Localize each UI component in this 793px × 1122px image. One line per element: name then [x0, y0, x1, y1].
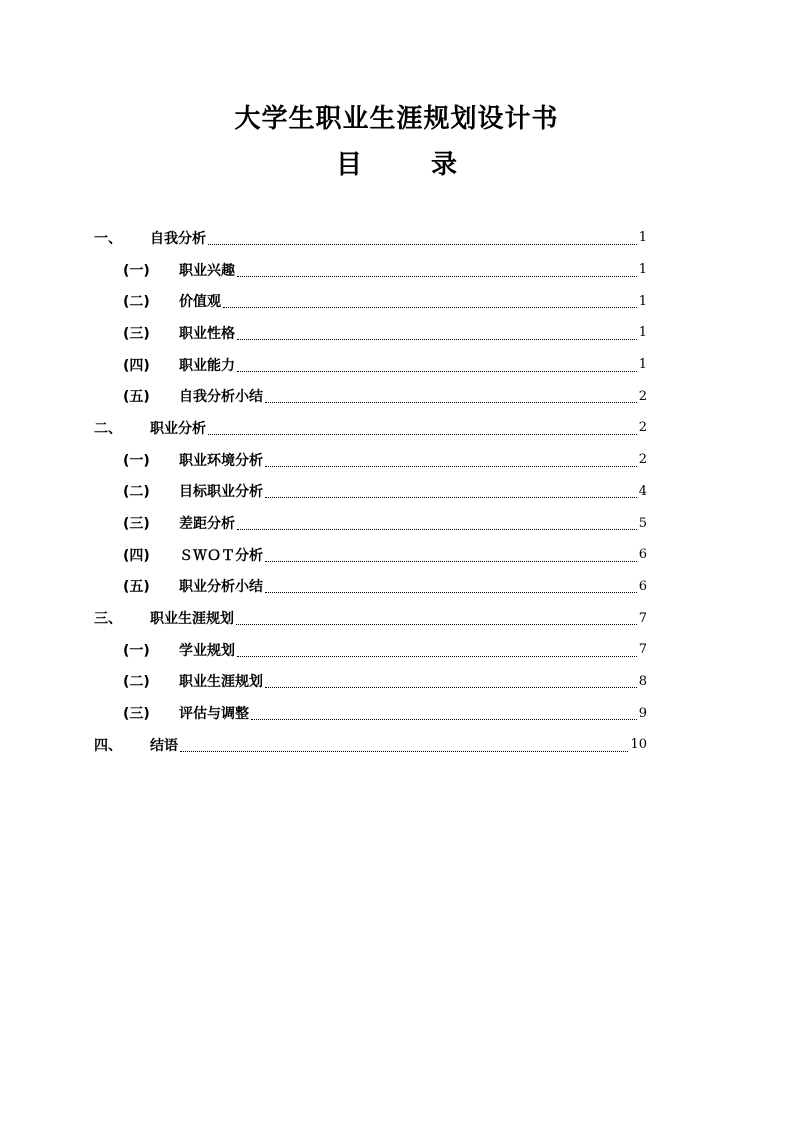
toc-entry[interactable] — [94, 412, 647, 444]
toc-dot-leader — [237, 528, 637, 530]
toc-entry-label: 职业生涯规划 — [150, 611, 234, 628]
toc-entry[interactable] — [94, 602, 647, 634]
toc-entry-label: 自我分析 — [150, 230, 206, 247]
toc-entry-label: 目标职业分析 — [179, 484, 263, 501]
toc-dot-leader — [223, 306, 637, 308]
toc-entry-page-number: 1 — [638, 230, 647, 246]
toc-entry-number: (三) — [123, 706, 150, 723]
toc-entry-number: (二) — [123, 294, 150, 311]
toc-dot-leader — [265, 591, 637, 593]
toc-entry-number: (五) — [123, 389, 150, 406]
toc-entry-page-number: 5 — [638, 515, 647, 531]
toc-entry-page-number: 1 — [638, 357, 647, 373]
toc-entry[interactable] — [94, 539, 647, 571]
toc-entry-number: 四、 — [94, 737, 122, 754]
toc-entry[interactable] — [94, 666, 647, 698]
toc-entry[interactable] — [94, 254, 647, 286]
toc-entry-number: 三、 — [94, 611, 122, 628]
toc-entry-number: (一) — [123, 452, 150, 469]
toc-entry-label: 职业生涯规划 — [179, 674, 263, 691]
toc-entry[interactable] — [94, 571, 647, 603]
toc-entry-label: 自我分析小结 — [179, 389, 263, 406]
toc-entry-number: 一、 — [94, 230, 122, 247]
toc-entry[interactable] — [94, 507, 647, 539]
toc-dot-leader — [237, 275, 637, 277]
table-of-contents — [94, 222, 647, 761]
toc-entry-number: (一) — [123, 262, 150, 279]
toc-entry[interactable] — [94, 697, 647, 729]
toc-dot-leader — [265, 496, 637, 498]
toc-dot-leader — [208, 243, 637, 245]
toc-entry-label: 结语 — [150, 737, 178, 754]
toc-entry-label: 职业兴趣 — [179, 262, 235, 279]
toc-entry-page-number: 6 — [638, 547, 647, 563]
toc-heading: 目 录 — [335, 150, 488, 180]
toc-entry[interactable] — [94, 222, 647, 254]
toc-entry-label: 评估与调整 — [179, 706, 249, 723]
toc-entry-page-number: 1 — [638, 325, 647, 341]
toc-entry-number: 二、 — [94, 420, 122, 437]
toc-entry-number: (二) — [123, 484, 150, 501]
toc-entry-page-number: 8 — [638, 673, 647, 689]
toc-entry-page-number: 4 — [638, 483, 647, 499]
toc-entry-page-number: 10 — [630, 737, 647, 753]
toc-entry-number: (三) — [123, 516, 150, 533]
toc-entry-number: (一) — [123, 642, 150, 659]
toc-entry-page-number: 2 — [638, 452, 647, 468]
toc-dot-leader — [237, 338, 637, 340]
toc-dot-leader — [237, 655, 637, 657]
toc-entry-page-number: 1 — [638, 262, 647, 278]
toc-entry-label: 职业性格 — [179, 325, 235, 342]
toc-entry-label: 差距分析 — [179, 516, 235, 533]
toc-entry-number: (二) — [123, 674, 150, 691]
toc-dot-leader — [265, 686, 637, 688]
toc-entry-number: (四) — [123, 357, 150, 374]
toc-entry-label: 职业环境分析 — [179, 452, 263, 469]
toc-entry-number: (五) — [123, 579, 150, 596]
toc-entry-page-number: 1 — [638, 293, 647, 309]
document-title: 大学生职业生涯规划设计书 — [234, 104, 559, 134]
toc-dot-leader — [265, 560, 637, 562]
toc-entry[interactable] — [94, 380, 647, 412]
toc-entry-label: 职业分析 — [150, 420, 206, 437]
toc-entry-number: (四) — [123, 547, 150, 564]
toc-entry-label: 学业规划 — [179, 642, 235, 659]
toc-entry-number: (三) — [123, 325, 150, 342]
toc-entry[interactable] — [94, 317, 647, 349]
toc-dot-leader — [265, 465, 637, 467]
toc-entry[interactable] — [94, 349, 647, 381]
toc-dot-leader — [265, 401, 637, 403]
toc-entry-label: 职业能力 — [179, 357, 235, 374]
toc-entry-label: ＳＷＯＴ分析 — [179, 547, 263, 564]
toc-dot-leader — [208, 433, 637, 435]
toc-entry-page-number: 7 — [638, 642, 647, 658]
toc-entry-page-number: 7 — [638, 610, 647, 626]
toc-entry-page-number: 2 — [638, 388, 647, 404]
toc-dot-leader — [180, 750, 628, 752]
toc-entry-page-number: 2 — [638, 420, 647, 436]
toc-entry[interactable] — [94, 634, 647, 666]
toc-entry-page-number: 6 — [638, 578, 647, 594]
toc-entry[interactable] — [94, 476, 647, 508]
toc-dot-leader — [236, 623, 637, 625]
toc-entry-page-number: 9 — [638, 705, 647, 721]
toc-entry[interactable] — [94, 444, 647, 476]
toc-dot-leader — [251, 718, 637, 720]
toc-entry[interactable] — [94, 285, 647, 317]
toc-entry[interactable] — [94, 729, 647, 761]
toc-entry-label: 价值观 — [179, 294, 221, 311]
toc-dot-leader — [237, 370, 637, 372]
toc-entry-label: 职业分析小结 — [179, 579, 263, 596]
